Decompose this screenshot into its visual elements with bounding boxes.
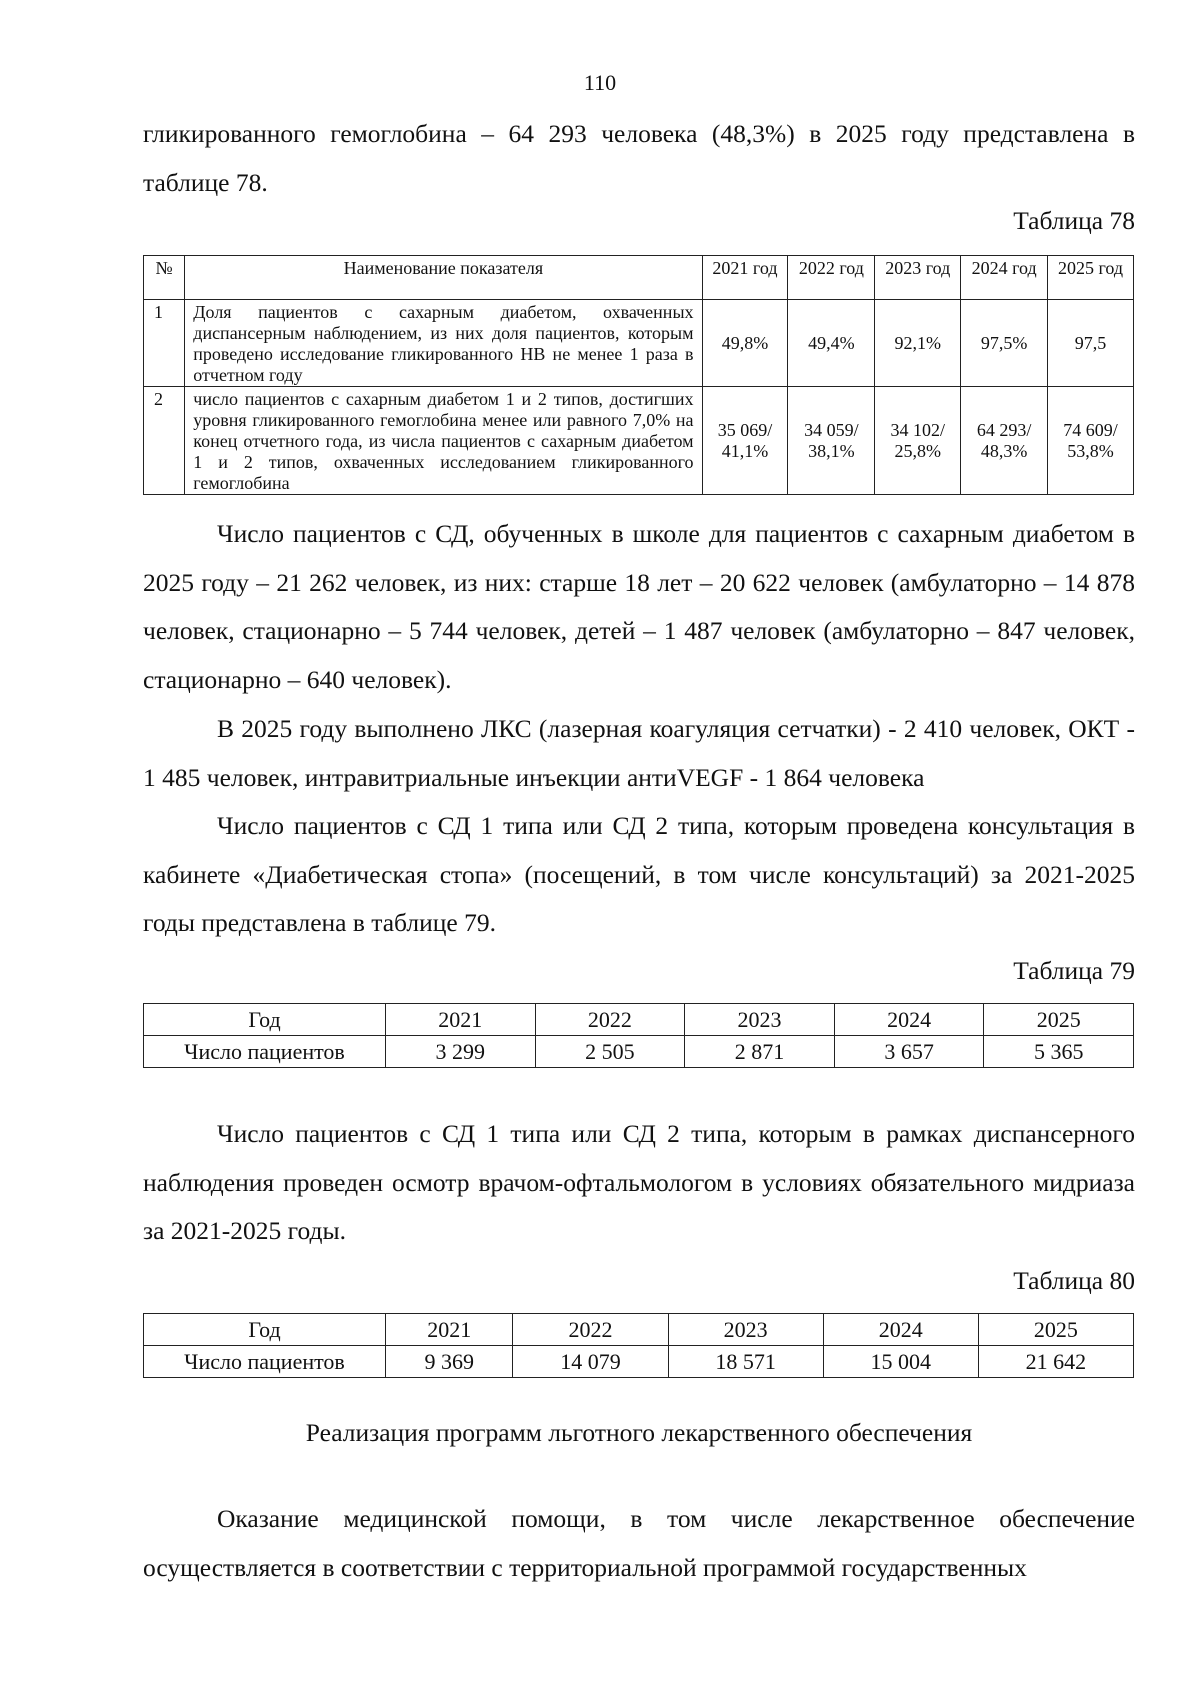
table-row: [144, 1346, 1134, 1378]
table-cell: 2 871: [685, 1036, 835, 1068]
table-cell: 2021: [386, 1004, 536, 1036]
table78-header-year: 2022 год: [788, 256, 875, 300]
table-cell: 2023: [685, 1004, 835, 1036]
table-cell: 2025: [978, 1314, 1133, 1346]
table78-header-num: №: [144, 256, 185, 300]
table-cell: 2021: [386, 1314, 513, 1346]
table-cell: 97,5: [1048, 300, 1134, 387]
table-78: [143, 255, 1134, 495]
table-79: [143, 1003, 1134, 1068]
table-cell: 3 657: [834, 1036, 984, 1068]
table-cell: 35 069/ 41,1%: [702, 387, 788, 495]
table-row: [144, 1036, 1134, 1068]
table-cell: 97,5%: [961, 300, 1048, 387]
table79-caption: Таблица 79: [1013, 956, 1135, 985]
table-cell: 14 079: [513, 1346, 668, 1378]
table-cell: 3 299: [386, 1036, 536, 1068]
paragraph-laser-coagulation: В 2025 году выполнено ЛКС (лазерная коагуляция сетчатки) - 2 410 человек, ОКТ - 1 485 человек, интравитриальные инъекции антиVEGF - 1 864 человека: [143, 714, 1135, 792]
row-number: 1: [144, 300, 185, 387]
table-row: [144, 387, 1134, 495]
indicator-name: число пациентов с сахарным диабетом 1 и 2 типов, достигших уровня гликированного гемоглобина менее или равного 7,0% на конец отчетного года, из числа пациентов с сахарным диабетом 1 и 2 типов, охваченных исследованием гликированного гемоглобина: [185, 387, 702, 495]
table-cell: 74 609/ 53,8%: [1048, 387, 1134, 495]
table80-caption: Таблица 80: [1013, 1266, 1135, 1295]
table-cell: 34 059/ 38,1%: [788, 387, 875, 495]
table-cell: 2023: [668, 1314, 823, 1346]
table-cell: 9 369: [386, 1346, 513, 1378]
table80-header-year-label: Год: [144, 1314, 386, 1346]
table79-header-year-label: Год: [144, 1004, 386, 1036]
table78-header-year: 2024 год: [961, 256, 1048, 300]
table-cell: 49,8%: [702, 300, 788, 387]
paragraph-diabetes-school: Число пациентов с СД, обученных в школе для пациентов с сахарным диабетом в 2025 году – 21 262 человек, из них: старше 18 лет – 20 622 человек (амбулаторно – 14 878 человек, стационарно – 5 744 человек, детей – 1 487 человек (амбулаторно – 847 человек, стационарно – 640 человек).: [143, 519, 1135, 694]
table78-header-year: 2021 год: [702, 256, 788, 300]
paragraph-ophthalmology: Число пациентов с СД 1 типа или СД 2 типа, которым в рамках диспансерного наблюдения проведен осмотр врачом-офтальмологом в условиях обязательного мидриаза за 2021-2025 годы.: [143, 1119, 1135, 1245]
table-cell: 92,1%: [875, 300, 961, 387]
table78-header-year: 2025 год: [1048, 256, 1134, 300]
table78-header-name: Наименование показателя: [185, 256, 702, 300]
table78-header-year: 2023 год: [875, 256, 961, 300]
row-number: 2: [144, 387, 185, 495]
table-cell: 2025: [984, 1004, 1134, 1036]
table-cell: 64 293/ 48,3%: [961, 387, 1048, 495]
paragraph-drug-provision: Оказание медицинской помощи, в том числе лекарственное обеспечение осуществляется в соответствии с территориальной программой государственных: [143, 1504, 1135, 1582]
table-row: [144, 300, 1134, 387]
table-cell: 5 365: [984, 1036, 1134, 1068]
table80-row-label: Число пациентов: [144, 1346, 386, 1378]
table-cell: 18 571: [668, 1346, 823, 1378]
table-header-row: [144, 1314, 1134, 1346]
table-cell: 2024: [834, 1004, 984, 1036]
table-cell: 2 505: [535, 1036, 685, 1068]
table-cell: 34 102/ 25,8%: [875, 387, 961, 495]
indicator-name: Доля пациентов с сахарным диабетом, охваченных диспансерным наблюдением, из них доля пациентов, которым проведено исследование гликированного НВ не менее 1 раза в отчетном году: [185, 300, 702, 387]
paragraph-diabetic-foot: Число пациентов с СД 1 типа или СД 2 типа, которым проведена консультация в кабинете «Диабетическая стопа» (посещений, в том числе консультаций) за 2021-2025 годы представлена в таблице 79.: [143, 811, 1135, 937]
table-cell: 2022: [535, 1004, 685, 1036]
table-cell: 49,4%: [788, 300, 875, 387]
table-cell: 2022: [513, 1314, 668, 1346]
table-cell: 15 004: [823, 1346, 978, 1378]
table-cell: 21 642: [978, 1346, 1133, 1378]
table78-caption: Таблица 78: [1013, 206, 1135, 235]
page-number: 110: [583, 70, 617, 95]
paragraph-glycated: гликированного гемоглобина – 64 293 человека (48,3%) в 2025 году представлена в таблице 78.: [143, 119, 1135, 197]
table-header-row: [144, 1004, 1134, 1036]
table-80: [143, 1313, 1134, 1378]
table79-row-label: Число пациентов: [144, 1036, 386, 1068]
table-cell: 2024: [823, 1314, 978, 1346]
section-heading: Реализация программ льготного лекарственного обеспечения: [305, 1418, 973, 1447]
